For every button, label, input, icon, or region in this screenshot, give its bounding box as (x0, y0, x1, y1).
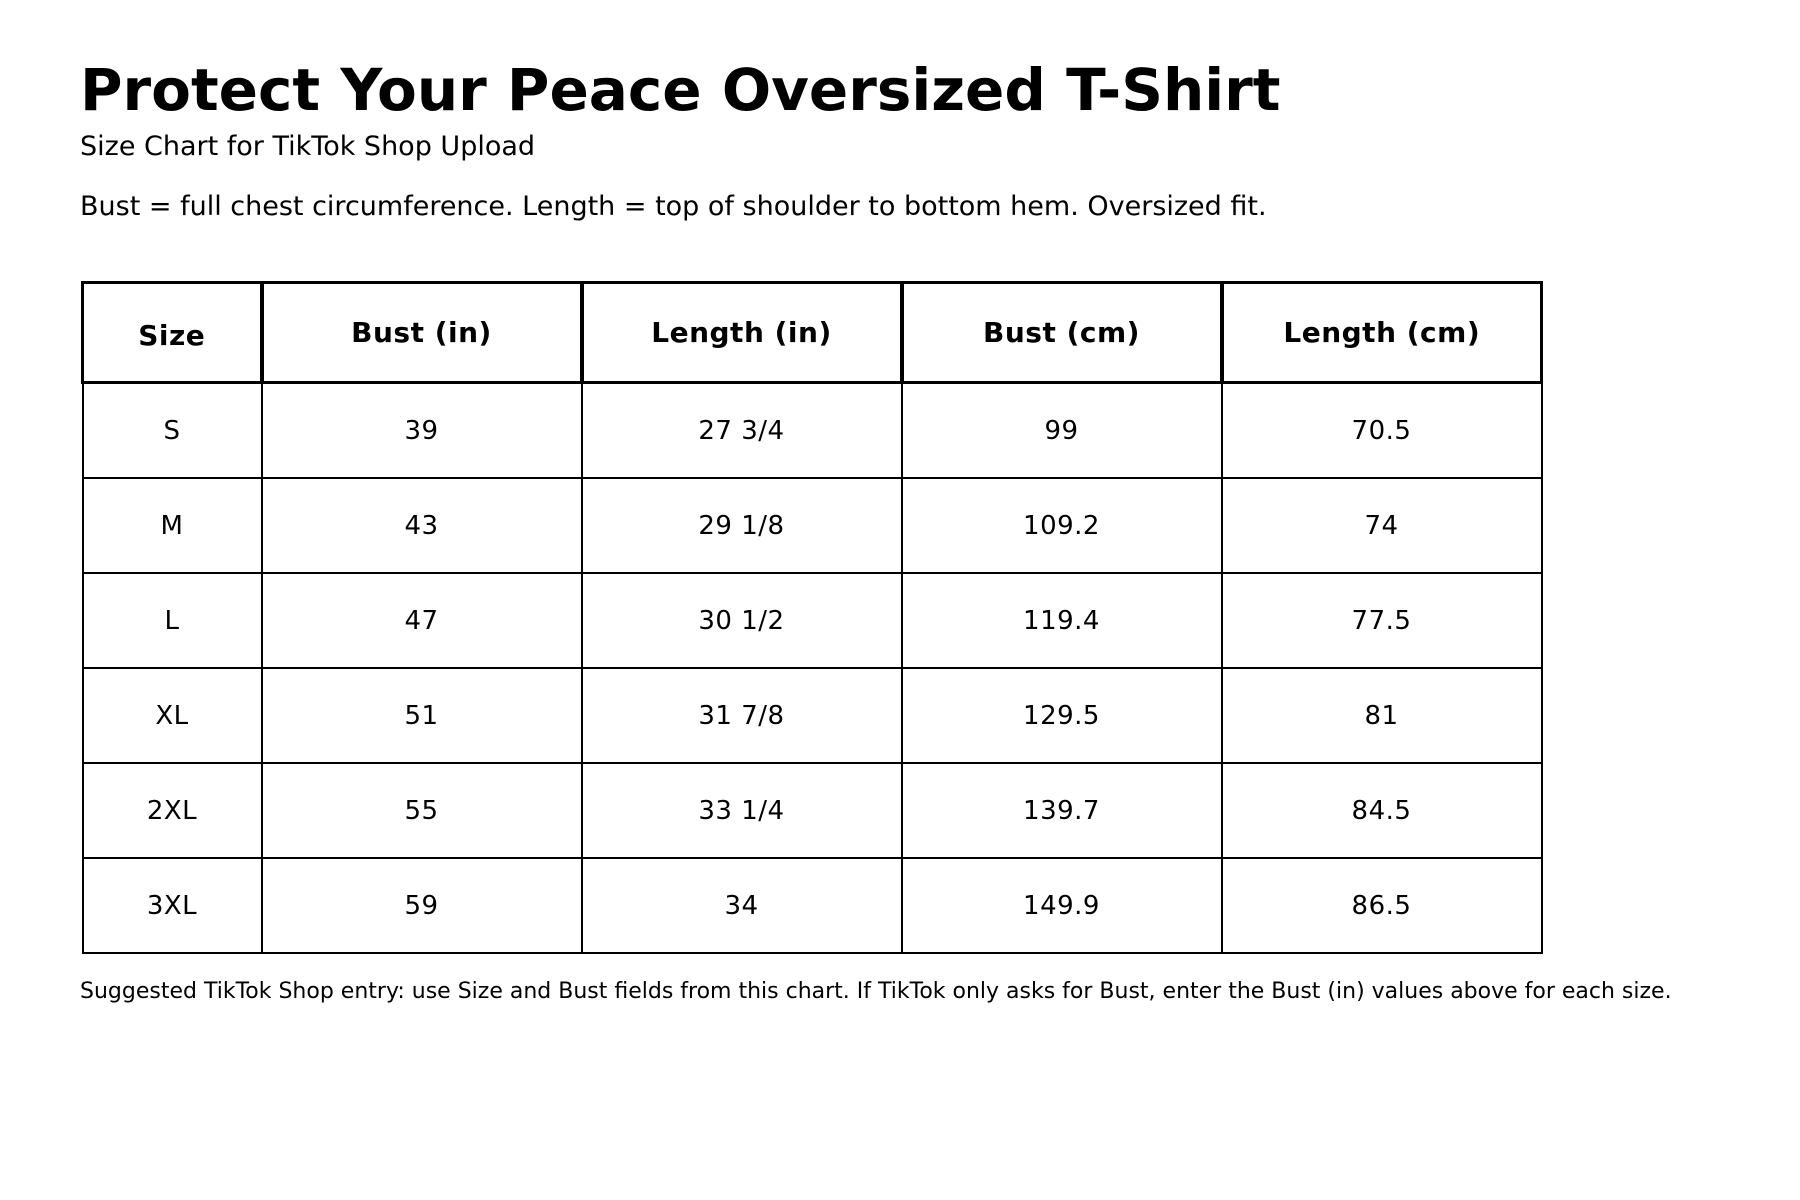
cell-size: L (83, 573, 262, 668)
cell-length-cm: 77.5 (1222, 573, 1542, 668)
cell-size: 2XL (83, 763, 262, 858)
cell-length-in: 31 7/8 (582, 668, 902, 763)
column-header-length-in: Length (in) (582, 283, 902, 383)
page-title: Protect Your Peace Oversized T-Shirt (80, 56, 1281, 124)
cell-length-cm: 84.5 (1222, 763, 1542, 858)
measurement-description: Bust = full chest circumference. Length = top of shoulder to bottom hem. Oversized fit. (80, 191, 1267, 222)
cell-size: M (83, 478, 262, 573)
cell-bust-in: 47 (262, 573, 582, 668)
column-header-size: Size (83, 283, 262, 383)
cell-length-in: 27 3/4 (582, 383, 902, 479)
cell-length-in: 30 1/2 (582, 573, 902, 668)
cell-length-cm: 74 (1222, 478, 1542, 573)
cell-bust-in: 43 (262, 478, 582, 573)
cell-size: S (83, 383, 262, 479)
upload-footnote: Suggested TikTok Shop entry: use Size and Bust fields from this chart. If TikTok only asks for Bust, enter the Bust (in) values above for each size. (80, 979, 1672, 1004)
cell-length-in: 29 1/8 (582, 478, 902, 573)
column-header-bust-cm: Bust (cm) (902, 283, 1222, 383)
cell-length-cm: 81 (1222, 668, 1542, 763)
table-row (83, 858, 1542, 953)
table-row (83, 763, 1542, 858)
cell-bust-cm: 109.2 (902, 478, 1222, 573)
table-row (83, 478, 1542, 573)
cell-length-in: 34 (582, 858, 902, 953)
cell-length-cm: 86.5 (1222, 858, 1542, 953)
cell-bust-in: 39 (262, 383, 582, 479)
cell-bust-cm: 149.9 (902, 858, 1222, 953)
table-row (83, 573, 1542, 668)
cell-size: 3XL (83, 858, 262, 953)
table-body (83, 383, 1542, 954)
cell-bust-in: 51 (262, 668, 582, 763)
cell-bust-cm: 129.5 (902, 668, 1222, 763)
cell-bust-cm: 99 (902, 383, 1222, 479)
page-subtitle: Size Chart for TikTok Shop Upload (80, 131, 536, 162)
table-row (83, 383, 1542, 479)
cell-bust-cm: 139.7 (902, 763, 1222, 858)
column-header-bust-in: Bust (in) (262, 283, 582, 383)
cell-length-in: 33 1/4 (582, 763, 902, 858)
table-row (83, 668, 1542, 763)
cell-size: XL (83, 668, 262, 763)
cell-bust-in: 55 (262, 763, 582, 858)
header-row (83, 283, 1542, 383)
cell-bust-cm: 119.4 (902, 573, 1222, 668)
table-header (83, 283, 1542, 383)
cell-length-cm: 70.5 (1222, 383, 1542, 479)
size-chart-table (81, 281, 1543, 954)
column-header-length-cm: Length (cm) (1222, 283, 1542, 383)
cell-bust-in: 59 (262, 858, 582, 953)
